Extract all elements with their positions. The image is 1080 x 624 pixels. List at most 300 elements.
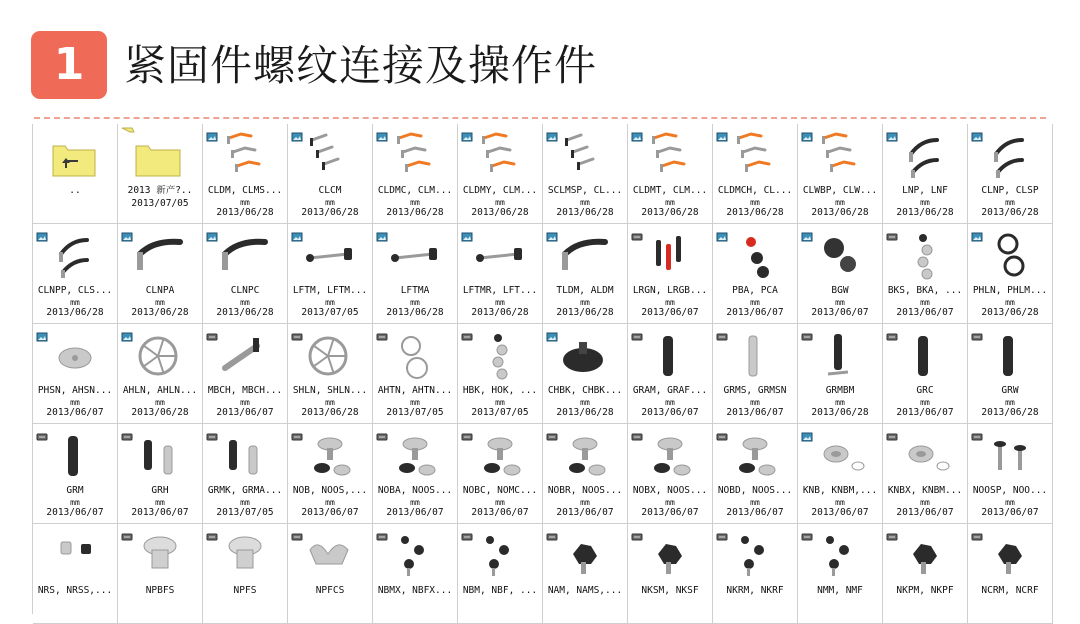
file-name-label: GRMBM — [825, 385, 855, 396]
file-unit-label: mm — [155, 497, 165, 507]
script-file-icon — [801, 527, 813, 537]
script-file-icon — [546, 427, 558, 437]
script-file-icon — [376, 527, 388, 537]
file-caption — [373, 285, 457, 319]
file-caption — [883, 385, 967, 419]
file-date-label: 2013/06/07 — [726, 406, 784, 418]
file-date-label: 2013/06/07 — [556, 506, 614, 518]
image-file-icon — [376, 127, 388, 137]
file-caption — [713, 585, 797, 598]
file-caption — [288, 385, 372, 419]
file-thumbnail-item[interactable] — [798, 524, 883, 624]
file-thumbnail-item[interactable] — [33, 424, 118, 524]
image-file-icon — [971, 127, 983, 137]
file-caption — [883, 485, 967, 519]
file-unit-label: mm — [750, 497, 760, 507]
file-unit-label: mm — [325, 497, 335, 507]
file-date-label: 2013/06/07 — [896, 506, 954, 518]
file-unit-label: mm — [580, 397, 590, 407]
file-caption — [628, 285, 712, 319]
file-date-label: 2013/06/28 — [46, 306, 104, 318]
file-thumbnail-item[interactable] — [798, 124, 883, 224]
file-name-label: CLNPP, CLS... — [37, 285, 113, 296]
file-caption — [373, 485, 457, 519]
file-name-label: NKRM, NKRF — [726, 585, 784, 596]
file-caption — [458, 485, 542, 519]
file-thumbnail-item[interactable] — [713, 224, 798, 324]
file-unit-label: mm — [835, 297, 845, 307]
file-unit-label: mm — [410, 297, 420, 307]
file-name-label: AHTN, AHTN... — [377, 385, 453, 396]
file-caption — [628, 585, 712, 598]
script-file-icon — [376, 327, 388, 337]
file-caption — [713, 385, 797, 419]
image-file-icon — [546, 327, 558, 337]
file-caption — [968, 485, 1052, 519]
file-thumbnail-item[interactable] — [458, 424, 543, 524]
file-date-label: 2013/06/28 — [131, 406, 189, 418]
file-name-label: NOB, NOOS,... — [292, 485, 368, 496]
file-caption — [33, 185, 117, 198]
image-file-icon — [631, 127, 643, 137]
file-thumbnail-item[interactable] — [203, 424, 288, 524]
script-file-icon — [971, 427, 983, 437]
file-caption — [33, 385, 117, 419]
image-file-icon — [36, 227, 48, 237]
file-unit-label: mm — [580, 497, 590, 507]
image-file-icon — [716, 127, 728, 137]
file-name-label: BKS, BKA, ... — [887, 285, 963, 296]
file-name-label: LRGN, LRGB... — [632, 285, 708, 296]
image-file-icon — [801, 227, 813, 237]
file-date-label: 2013/06/28 — [981, 406, 1039, 418]
file-unit-label: mm — [920, 297, 930, 307]
script-file-icon — [716, 327, 728, 337]
file-date-label: 2013/06/28 — [131, 306, 189, 318]
file-date-label: 2013/06/07 — [46, 406, 104, 418]
section-number-badge: 1 — [31, 31, 107, 99]
file-thumbnail-item[interactable] — [33, 124, 118, 224]
file-name-label: 2013 新产?.. — [127, 185, 193, 196]
file-name-label: NKSM, NKSF — [641, 585, 699, 596]
file-caption — [543, 185, 627, 219]
file-thumbnail-item[interactable] — [968, 524, 1053, 624]
file-unit-label: mm — [240, 397, 250, 407]
file-unit-label: mm — [410, 397, 420, 407]
file-date-label: 2013/06/07 — [301, 506, 359, 518]
file-thumbnail-item[interactable] — [628, 524, 713, 624]
file-thumbnail-item[interactable] — [798, 324, 883, 424]
image-file-icon — [376, 227, 388, 237]
file-thumbnail-item[interactable] — [968, 424, 1053, 524]
file-date-label: 2013/06/07 — [641, 306, 699, 318]
script-file-icon — [36, 427, 48, 437]
file-caption — [33, 285, 117, 319]
file-unit-label: mm — [920, 397, 930, 407]
image-file-icon — [36, 327, 48, 337]
file-caption — [373, 385, 457, 419]
file-name-label: NBM, NBF, ... — [462, 585, 538, 596]
file-unit-label: mm — [665, 197, 675, 207]
script-file-icon — [461, 427, 473, 437]
file-thumbnail-item[interactable] — [628, 224, 713, 324]
file-unit-label: mm — [750, 297, 760, 307]
file-caption — [713, 485, 797, 519]
file-thumbnail-item[interactable] — [713, 324, 798, 424]
file-caption — [628, 185, 712, 219]
image-file-icon — [461, 227, 473, 237]
script-file-icon — [121, 427, 133, 437]
file-name-label: CLCM — [318, 185, 342, 196]
file-unit-label: mm — [410, 197, 420, 207]
file-name-label: CLWBP, CLW... — [802, 185, 878, 196]
file-thumbnail-item[interactable] — [33, 324, 118, 424]
file-date-label: 2013/06/07 — [131, 506, 189, 518]
file-name-label: LFTMA — [400, 285, 430, 296]
script-file-icon — [546, 527, 558, 537]
file-name-label: CLDMCH, CL... — [717, 185, 793, 196]
file-unit-label: mm — [750, 397, 760, 407]
file-thumbnail-item[interactable] — [288, 224, 373, 324]
file-date-label: 2013/06/07 — [641, 506, 699, 518]
file-name-label: NPFCS — [315, 585, 345, 596]
script-file-icon — [631, 527, 643, 537]
script-file-icon — [631, 327, 643, 337]
file-name-label: SHLN, SHLN... — [292, 385, 368, 396]
file-name-label: PHLN, PHLM... — [972, 285, 1048, 296]
file-thumbnail-item[interactable] — [288, 424, 373, 524]
file-caption — [288, 285, 372, 319]
script-file-icon — [631, 227, 643, 237]
file-thumbnail-item[interactable] — [543, 424, 628, 524]
image-file-icon — [121, 227, 133, 237]
image-file-icon — [121, 327, 133, 337]
file-name-label: KNBX, KNBM... — [887, 485, 963, 496]
file-unit-label: mm — [70, 397, 80, 407]
file-caption — [968, 585, 1052, 598]
file-date-label: 2013/06/28 — [301, 406, 359, 418]
image-file-icon — [971, 227, 983, 237]
file-date-label: 2013/06/07 — [386, 506, 444, 518]
file-caption — [798, 385, 882, 419]
file-unit-label: mm — [580, 197, 590, 207]
script-file-icon — [971, 527, 983, 537]
folder-icon — [118, 124, 202, 186]
file-thumbnail-item[interactable] — [203, 124, 288, 224]
file-date-label: 2013/06/28 — [301, 206, 359, 218]
image-file-icon — [801, 127, 813, 137]
file-name-label: BGW — [831, 285, 849, 296]
file-date-label: 2013/06/28 — [556, 306, 614, 318]
file-thumbnail-item[interactable] — [543, 324, 628, 424]
file-thumbnail-item[interactable] — [458, 324, 543, 424]
file-unit-label: mm — [1005, 497, 1015, 507]
file-date-label: 2013/06/28 — [386, 306, 444, 318]
product-thumbnail-icon — [33, 524, 117, 586]
file-date-label: 2013/07/05 — [386, 406, 444, 418]
file-date-label: 2013/06/07 — [216, 406, 274, 418]
file-thumbnail-item[interactable] — [118, 324, 203, 424]
slide-title: 紧固件螺纹连接及操作件 — [124, 41, 598, 90]
file-thumbnail-item[interactable] — [33, 524, 118, 624]
file-date-label: 2013/07/05 — [301, 306, 359, 318]
file-thumbnail-item[interactable] — [713, 424, 798, 524]
file-caption — [288, 185, 372, 219]
file-name-label: NCRM, NCRF — [981, 585, 1039, 596]
file-caption — [543, 485, 627, 519]
script-file-icon — [886, 227, 898, 237]
file-unit-label: mm — [580, 297, 590, 307]
file-thumbnail-item[interactable] — [628, 124, 713, 224]
file-unit-label: mm — [920, 497, 930, 507]
file-unit-label: mm — [495, 497, 505, 507]
script-file-icon — [206, 527, 218, 537]
file-thumbnail-item[interactable] — [713, 524, 798, 624]
file-unit-label: mm — [325, 197, 335, 207]
file-name-label: NOBD, NOOS... — [717, 485, 793, 496]
file-name-label: GRAM, GRAF... — [632, 385, 708, 396]
file-date-label: 2013/06/28 — [471, 306, 529, 318]
file-thumbnail-item[interactable] — [968, 324, 1053, 424]
file-caption — [798, 185, 882, 219]
file-name-label: NPBFS — [145, 585, 175, 596]
file-thumbnail-item[interactable] — [543, 524, 628, 624]
file-thumbnail-item[interactable] — [288, 124, 373, 224]
file-name-label: .. — [69, 185, 81, 196]
file-thumbnail-item[interactable] — [883, 424, 968, 524]
script-file-icon — [461, 327, 473, 337]
file-date-label: 2013/06/28 — [981, 306, 1039, 318]
file-name-label: GRW — [1001, 385, 1019, 396]
file-thumbnail-item[interactable] — [543, 124, 628, 224]
file-date-label: 2013/07/05 — [131, 197, 189, 209]
file-date-label: 2013/06/28 — [386, 206, 444, 218]
file-unit-label: mm — [410, 497, 420, 507]
image-file-icon — [716, 227, 728, 237]
image-file-icon — [801, 427, 813, 437]
image-file-icon — [206, 227, 218, 237]
file-name-label: CLNPA — [145, 285, 175, 296]
file-caption — [968, 385, 1052, 419]
file-caption — [33, 485, 117, 519]
file-caption — [798, 585, 882, 598]
script-file-icon — [291, 527, 303, 537]
file-caption — [118, 485, 202, 519]
file-date-label: 2013/06/28 — [981, 206, 1039, 218]
script-file-icon — [206, 427, 218, 437]
file-name-label: NOBR, NOOS... — [547, 485, 623, 496]
file-caption — [288, 485, 372, 519]
file-name-label: NKPM, NKPF — [896, 585, 954, 596]
script-file-icon — [121, 527, 133, 537]
file-thumbnail-item[interactable] — [458, 124, 543, 224]
file-thumbnail-item[interactable] — [883, 224, 968, 324]
file-name-label: GRH — [151, 485, 169, 496]
file-caption — [203, 585, 287, 598]
file-name-label: GRC — [916, 385, 934, 396]
file-unit-label: mm — [665, 497, 675, 507]
file-name-label: PHSN, AHSN... — [37, 385, 113, 396]
file-thumbnail-item[interactable] — [373, 524, 458, 624]
file-name-label: GRM — [66, 485, 84, 496]
file-unit-label: mm — [240, 497, 250, 507]
file-date-label: 2013/06/07 — [641, 406, 699, 418]
file-thumbnail-item[interactable] — [883, 324, 968, 424]
file-thumbnail-item[interactable] — [628, 324, 713, 424]
file-caption — [628, 485, 712, 519]
slide-header — [0, 0, 1080, 118]
file-name-label: SCLMSP, CL... — [547, 185, 623, 196]
file-name-label: NOBA, NOOS... — [377, 485, 453, 496]
file-name-label: NAM, NAMS,... — [547, 585, 623, 596]
file-caption — [118, 185, 202, 210]
image-file-icon — [291, 127, 303, 137]
image-file-icon — [546, 127, 558, 137]
file-name-label: TLDM, ALDM — [556, 285, 614, 296]
file-thumbnail-item[interactable] — [118, 224, 203, 324]
script-file-icon — [631, 427, 643, 437]
file-thumbnail-item[interactable] — [203, 224, 288, 324]
file-unit-label: mm — [155, 397, 165, 407]
file-thumbnail-item[interactable] — [543, 224, 628, 324]
file-unit-label: mm — [665, 297, 675, 307]
file-thumbnail-item[interactable] — [373, 224, 458, 324]
script-file-icon — [291, 327, 303, 337]
file-date-label: 2013/06/07 — [896, 306, 954, 318]
file-date-label: 2013/06/28 — [556, 406, 614, 418]
script-file-icon — [886, 427, 898, 437]
file-date-label: 2013/06/28 — [896, 206, 954, 218]
file-unit-label: mm — [835, 497, 845, 507]
file-name-label: LFTMR, LFT... — [462, 285, 538, 296]
file-date-label: 2013/07/05 — [471, 406, 529, 418]
file-thumbnail-item[interactable] — [373, 324, 458, 424]
file-thumbnail-grid — [32, 124, 1055, 614]
file-unit-label: mm — [70, 497, 80, 507]
file-thumbnail-item[interactable] — [203, 324, 288, 424]
file-date-label: 2013/06/28 — [641, 206, 699, 218]
file-caption — [203, 385, 287, 419]
file-date-label: 2013/06/07 — [726, 306, 784, 318]
file-name-label: PBA, PCA — [732, 285, 778, 296]
file-name-label: NOBX, NOOS... — [632, 485, 708, 496]
file-thumbnail-item[interactable] — [628, 424, 713, 524]
file-caption — [968, 185, 1052, 219]
file-unit-label: mm — [835, 397, 845, 407]
file-date-label: 2013/06/28 — [811, 406, 869, 418]
file-caption — [458, 185, 542, 219]
file-thumbnail-item[interactable] — [288, 524, 373, 624]
script-file-icon — [376, 427, 388, 437]
file-name-label: NRS, NRSS,... — [37, 585, 113, 596]
file-name-label: HBK, HOK, ... — [462, 385, 538, 396]
file-thumbnail-item[interactable] — [33, 224, 118, 324]
file-thumbnail-item[interactable] — [373, 424, 458, 524]
file-thumbnail-item[interactable] — [118, 424, 203, 524]
file-name-label: NMM, NMF — [817, 585, 863, 596]
file-caption — [118, 585, 202, 598]
file-thumbnail-item[interactable] — [968, 224, 1053, 324]
file-unit-label: mm — [750, 197, 760, 207]
script-file-icon — [716, 427, 728, 437]
file-caption — [543, 385, 627, 419]
file-date-label: 2013/06/07 — [726, 506, 784, 518]
file-name-label: MBCH, MBCH... — [207, 385, 283, 396]
file-thumbnail-item[interactable] — [118, 524, 203, 624]
file-date-label: 2013/06/28 — [471, 206, 529, 218]
file-unit-label: mm — [665, 397, 675, 407]
file-name-label: CLDM, CLMS... — [207, 185, 283, 196]
file-name-label: NOBC, NOMC... — [462, 485, 538, 496]
file-thumbnail-item[interactable] — [883, 124, 968, 224]
file-thumbnail-item[interactable] — [883, 524, 968, 624]
file-date-label: 2013/06/07 — [46, 506, 104, 518]
file-thumbnail-item[interactable] — [288, 324, 373, 424]
file-unit-label: mm — [240, 297, 250, 307]
file-caption — [288, 585, 372, 598]
file-thumbnail-item[interactable] — [118, 124, 203, 224]
file-thumbnail-item[interactable] — [798, 224, 883, 324]
file-name-label: NBMX, NBFX... — [377, 585, 453, 596]
file-unit-label: mm — [70, 297, 80, 307]
file-caption — [458, 285, 542, 319]
file-name-label: CLNP, CLSP — [981, 185, 1039, 196]
file-date-label: 2013/06/28 — [726, 206, 784, 218]
file-caption — [883, 585, 967, 598]
file-caption — [373, 585, 457, 598]
file-name-label: AHLN, AHLN... — [122, 385, 198, 396]
file-caption — [883, 285, 967, 319]
file-unit-label: mm — [495, 297, 505, 307]
file-name-label: NPFS — [233, 585, 257, 596]
file-caption — [118, 285, 202, 319]
file-thumbnail-item[interactable] — [458, 224, 543, 324]
file-unit-label: mm — [495, 197, 505, 207]
file-name-label: CLNPC — [230, 285, 260, 296]
image-file-icon — [291, 227, 303, 237]
file-caption — [798, 485, 882, 519]
file-unit-label: mm — [325, 397, 335, 407]
script-file-icon — [886, 327, 898, 337]
file-date-label: 2013/06/07 — [896, 406, 954, 418]
file-date-label: 2013/06/07 — [471, 506, 529, 518]
file-date-label: 2013/07/05 — [216, 506, 274, 518]
file-caption — [203, 485, 287, 519]
file-name-label: CLDMC, CLM... — [377, 185, 453, 196]
file-thumbnail-item[interactable] — [458, 524, 543, 624]
file-caption — [543, 285, 627, 319]
file-name-label: CLDMY, CLM... — [462, 185, 538, 196]
file-thumbnail-item[interactable] — [373, 124, 458, 224]
file-caption — [373, 185, 457, 219]
file-caption — [203, 185, 287, 219]
file-caption — [713, 185, 797, 219]
file-thumbnail-item[interactable] — [203, 524, 288, 624]
script-file-icon — [801, 327, 813, 337]
file-thumbnail-item[interactable] — [713, 124, 798, 224]
file-caption — [458, 585, 542, 598]
folder-icon — [33, 124, 117, 186]
script-file-icon — [886, 527, 898, 537]
file-caption — [798, 285, 882, 319]
file-thumbnail-item[interactable] — [798, 424, 883, 524]
file-date-label: 2013/06/28 — [216, 306, 274, 318]
file-caption — [628, 385, 712, 419]
file-thumbnail-item[interactable] — [968, 124, 1053, 224]
image-file-icon — [461, 127, 473, 137]
image-file-icon — [206, 127, 218, 137]
dashed-divider — [34, 117, 1046, 119]
